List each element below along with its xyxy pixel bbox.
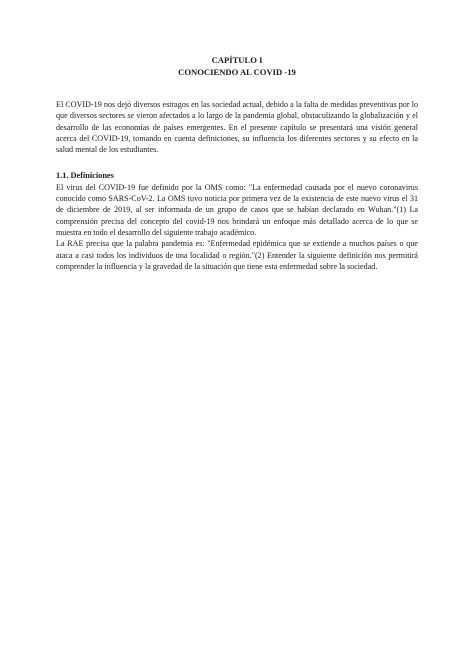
- chapter-title: CONOCIENDO AL COVID -19: [178, 67, 296, 77]
- chapter-heading: [56, 54, 418, 78]
- chapter-label: CAPÍTULO I: [211, 55, 263, 65]
- section-heading-definiciones: 1.1. Definiciones: [56, 171, 114, 181]
- definition-paragraph: El virus del COVID-19 fue definido por la OMS como: "La enfermedad causada por el nuevo coronavirus conocido como SARS-CoV-2. La OMS tuvo noticia por primera vez de la existencia de este nuevo virus el 31 de diciembre de 2019, al ser informada de un grupo de casos que se habían declarado en Wuhan."(1) La comprensión precisa del concepto del covid-19 nos brindará un enfoque más detallado acerca de lo que se muestra en todo el desarrollo del siguiente trabajo académico.: [56, 182, 418, 237]
- intro-paragraph: El COVID-19 nos dejó diversos estragos en las sociedad actual, debido a la falta de medidas preventivas por lo que diversos sectores se vieron afectados a lo largo de la pandemia global, obstaculizando la globalización y el desarrollo de las economías de países emergentes. En el presente capítulo se presentará una visión general acerca del COVID-19, tomando en cuenta definiciones, su influencia los diferentes sectores y su efecto en la salud mental de los estudiantes.: [56, 100, 418, 155]
- document-page: [56, 54, 418, 272]
- rae-definition-paragraph: La RAE precisa que la palabra pandemia es: "Enfermedad epidémica que se extiende a muchos países o que ataca a casi todos los individuos de una localidad o región."(2) Entender la siguiente definición nos permitirá comprender la influencia y la gravedad de la situación que tiene esta enfermedad sobre la sociedad.: [56, 239, 418, 271]
